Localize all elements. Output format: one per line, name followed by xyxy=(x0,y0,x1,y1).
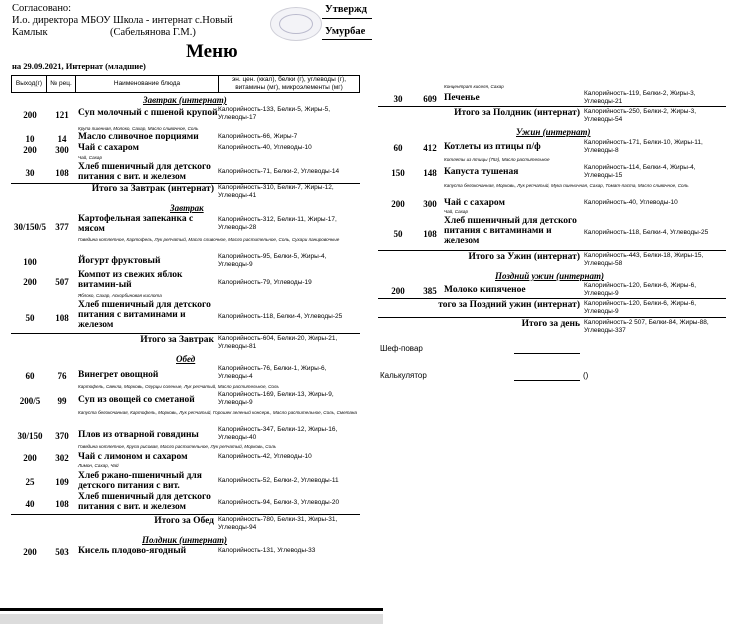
dish-name: Чай с лимоном и сахаром xyxy=(78,452,188,462)
dish-nutrition: Калорийность-347, Белки-12, Жиры-16, Углеводы-40 xyxy=(218,426,338,441)
dish-nutrition: Калорийность-94, Белки-3, Углеводы-20 xyxy=(218,499,340,506)
dish-recipe: 121 xyxy=(55,110,69,120)
dish-output: 60 xyxy=(25,371,35,381)
dish-output: 200 xyxy=(23,110,37,120)
calculator-signature-line xyxy=(514,380,580,381)
total-breakfast2-label: Итого за Завтрак xyxy=(140,335,214,345)
dish-nutrition: Калорийность-52, Белки-2, Углеводы-11 xyxy=(218,477,339,484)
dish-nutrition: Калорийность-118, Белки-4, Углеводы-25 xyxy=(584,229,709,236)
dish-output: 200 xyxy=(23,145,37,155)
dish-nutrition: Калорийность-40, Углеводы-10 xyxy=(584,199,678,206)
total-breakfast2-nutrition: Калорийность-604, Белки-20, Жиры-21, Углеводы-81 xyxy=(218,335,338,350)
total-dinner-nutrition: Калорийность-443, Белки-18, Жиры-15, Углеводы-58 xyxy=(584,252,704,267)
dish-name: Винегрет овощной xyxy=(78,370,159,380)
dish-output: 100 xyxy=(23,257,37,267)
dish-output: 200 xyxy=(391,199,405,209)
dish-output: 200 xyxy=(23,453,37,463)
dish-composition: Капуста белокочанная, Морковь, Лук репчатый, Мука пшеничная, Сахар, Томат-паста, Масло сливочное, Соль xyxy=(444,183,689,188)
dish-output: 40 xyxy=(25,499,35,509)
dish-name: Картофельная запеканка с мясом xyxy=(78,214,194,234)
dish-recipe: 108 xyxy=(55,499,69,509)
dish-nutrition: Калорийность-114, Белки-4, Жиры-4, Углеводы-15 xyxy=(584,164,696,179)
dish-output: 200/5 xyxy=(19,396,41,406)
dish-recipe: 108 xyxy=(55,313,69,323)
dish-nutrition: Калорийность-118, Белки-4, Углеводы-25 xyxy=(218,313,343,320)
dish-recipe: 108 xyxy=(423,229,437,239)
section-lunch: Обед xyxy=(176,354,196,364)
total-late-label: того за Поздний ужин (интернат) xyxy=(438,300,580,310)
dish-name: Хлеб пшеничный для детского питания с вит. и железом xyxy=(78,162,211,182)
dish-name: Хлеб пшеничный для детского питания с вит. и железом xyxy=(78,492,211,512)
dish-recipe: 609 xyxy=(423,94,437,104)
dish-recipe: 377 xyxy=(55,222,69,232)
dish-nutrition: Калорийность-40, Углеводы-10 xyxy=(218,144,312,151)
dish-recipe: 507 xyxy=(55,277,69,287)
dish-nutrition: Калорийность-76, Белки-1, Жиры-6, Углеводы-4 xyxy=(218,365,327,380)
dish-output: 25 xyxy=(25,477,35,487)
dish-output: 60 xyxy=(393,143,403,153)
dish-nutrition: Калорийность-42, Углеводы-10 xyxy=(218,453,312,460)
total-lunch-nutrition: Калорийность-780, Белки-31, Жиры-31, Углеводы-94 xyxy=(218,516,338,531)
director-name: (Сабельянова Г.М.) xyxy=(110,27,196,38)
dish-output: 10 xyxy=(25,134,35,144)
column-recipe: № рец. xyxy=(46,75,76,93)
dish-composition: Котлеты из птицы (75г), Масло растительное xyxy=(444,157,550,162)
dish-composition: Картофель, Свекла, Морковь, Огурцы соленые, Лук репчатый, Масло растительное, Соль xyxy=(78,384,279,389)
dish-output: 30/150 xyxy=(17,431,43,441)
dish-composition: Крупа пшенная, Молоко, Сахар, Масло сливочное, Соль xyxy=(78,126,199,131)
dish-recipe: 148 xyxy=(423,168,437,178)
menu-date: на 29.09.2021, Интернат (младшие) xyxy=(12,61,146,71)
dish-composition: Чай, Сахар xyxy=(78,155,103,160)
column-dish: Наименование блюда xyxy=(75,75,219,93)
dish-recipe: 412 xyxy=(423,143,437,153)
page-bottom-border xyxy=(0,608,383,611)
dish-name: Молоко кипяченое xyxy=(444,285,526,295)
dish-nutrition: Калорийность-79, Углеводы-19 xyxy=(218,279,312,286)
dish-output: 30 xyxy=(393,94,403,104)
dish-composition: Чай, Сахар xyxy=(444,209,469,214)
approver-name: Умурбае xyxy=(325,26,366,37)
section-breakfast: Завтрак (интернат) xyxy=(143,95,227,105)
page-title: Меню xyxy=(186,41,238,62)
director-position: И.о. директора МБОУ Школа - интернат с.Новый xyxy=(12,15,233,26)
dish-name: Капуста тушеная xyxy=(444,167,519,177)
dish-recipe: 109 xyxy=(55,477,69,487)
total-dinner-label: Итого за Ужин (интернат) xyxy=(468,252,580,262)
dish-name: Котлеты из птицы п/ф xyxy=(444,142,541,152)
dish-nutrition: Калорийность-133, Белки-5, Жиры-5, Углеводы-17 xyxy=(218,106,331,121)
column-output: Выход(г) xyxy=(11,75,47,93)
dish-name: Плов из отварной говядины xyxy=(78,430,199,440)
dish-nutrition: Калорийность-171, Белки-10, Жиры-11, Углеводы-8 xyxy=(584,139,703,154)
dish-recipe: 14 xyxy=(57,134,67,144)
dish-nutrition: Калорийность-131, Углеводы-33 xyxy=(218,547,316,554)
dish-name: Компот из свежих яблок витамин-ый xyxy=(78,270,183,290)
dish-output: 50 xyxy=(25,313,35,323)
dish-recipe: 108 xyxy=(55,168,69,178)
dish-name: Кисель плодово-ягодный xyxy=(78,546,187,556)
calculator-label: Калькулятор xyxy=(380,371,427,380)
chef-signature-line xyxy=(514,353,580,354)
dish-nutrition: Калорийность-119, Белки-2, Жиры-3, Углеводы-21 xyxy=(584,90,696,105)
dish-name: Суп из овощей со сметаной xyxy=(78,395,195,405)
dish-output: 30/150/5 xyxy=(13,222,46,232)
place-name: Камлык xyxy=(12,27,48,38)
page-bottom-shadow xyxy=(0,614,383,624)
stamp-image xyxy=(270,7,322,41)
section-late-dinner: Поздний ужин (интернат) xyxy=(495,271,604,281)
dish-composition: Лимон, Сахар, Чай xyxy=(78,463,119,468)
dish-name: Чай с сахаром xyxy=(78,143,139,153)
dish-nutrition: Калорийность-95, Белки-5, Жиры-4, Углеводы-9 xyxy=(218,253,327,268)
dish-name: Хлеб ржано-пшеничный для детского питания с вит. xyxy=(78,471,202,491)
total-snack-label: Итого за Полдник (интернат) xyxy=(454,108,580,118)
section-dinner: Ужин (интернат) xyxy=(516,127,591,137)
total-lunch-label: Итого за Обед xyxy=(154,516,214,526)
section-breakfast-2: Завтрак xyxy=(170,203,204,213)
dish-name: Печенье xyxy=(444,93,480,103)
dish-name: Хлеб пшеничный для детского питания с витаминами и железом xyxy=(78,300,211,330)
approved-label: Утвержд xyxy=(325,4,367,15)
dish-output: 200 xyxy=(391,286,405,296)
dish-output: 50 xyxy=(393,229,403,239)
chef-label: Шеф-повар xyxy=(380,344,423,353)
dish-nutrition: Калорийность-312, Белки-11, Жиры-17, Углеводы-28 xyxy=(218,216,337,231)
dish-name: Хлеб пшеничный для детского питания с витаминами и железом xyxy=(444,216,577,246)
section-snack: Полдник (интернат) xyxy=(142,535,228,545)
total-snack-nutrition: Калорийность-250, Белки-2, Жиры-3, Углеводы-54 xyxy=(584,108,697,123)
dish-name: Йогурт фруктовый xyxy=(78,256,161,266)
dish-recipe: 300 xyxy=(55,145,69,155)
dish-recipe: 385 xyxy=(423,286,437,296)
dish-name: Масло сливочное порциями xyxy=(78,132,199,142)
dish-composition: Яблоко, Сахар, Аскорбиновая кислота xyxy=(78,293,162,298)
dish-composition: Говядина котлетное, Крупа рисовая, Масло растительное, Лук репчатый, Морковь, Соль xyxy=(78,444,277,449)
dish-nutrition: Калорийность-120, Белки-6, Жиры-6, Углеводы-9 xyxy=(584,282,697,297)
total-breakfast-label: Итого за Завтрак (интернат) xyxy=(91,184,214,194)
total-day-nutrition: Калорийность-2 507, Белки-84, Жиры-88, Углеводы-337 xyxy=(584,319,709,334)
dish-composition: Капуста белокочанная, Картофель, Морковь, Лук репчатый, Горошек зеленый консерв., Масло растительное, Соль, Сметана xyxy=(78,410,357,415)
calculator-mark: () xyxy=(583,371,589,380)
column-nutrition: эн. цен. (ккал), белки (г), углеводы (г), витамины (мг), микроэлементы (мг) xyxy=(218,75,360,93)
agreed-label: Согласовано: xyxy=(12,3,72,14)
total-breakfast-nutrition: Калорийность-310, Белки-7, Жиры-12, Углеводы-41 xyxy=(218,184,334,199)
dish-output: 30 xyxy=(25,168,35,178)
dish-recipe: 300 xyxy=(423,199,437,209)
dish-name: Чай с сахаром xyxy=(444,198,505,208)
dish-recipe: 302 xyxy=(55,453,69,463)
dish-nutrition: Калорийность-66, Жиры-7 xyxy=(218,133,298,140)
dish-nutrition: Калорийность-71, Белки-2, Углеводы-14 xyxy=(218,168,340,175)
dish-output: 150 xyxy=(391,168,405,178)
dish-name: Суп молочный с пшеной крупой xyxy=(78,108,218,118)
dish-output: 200 xyxy=(23,547,37,557)
dish-recipe: 99 xyxy=(57,396,67,406)
dish-recipe: 76 xyxy=(57,371,67,381)
dish-output: 200 xyxy=(23,277,37,287)
total-late-nutrition: Калорийность-120, Белки-6, Жиры-6, Углеводы-9 xyxy=(584,300,697,315)
dish-recipe: 503 xyxy=(55,547,69,557)
total-day-label: Итого за день xyxy=(521,319,580,329)
dish-composition: Концентрат киселя, Сахар xyxy=(444,84,504,89)
dish-composition: Говядина котлетное, Картофель, Лук репчатый, Масло сливочное, Масло растительное, Соль, Сухари панировочные xyxy=(78,237,340,242)
dish-recipe: 370 xyxy=(55,431,69,441)
dish-nutrition: Калорийность-169, Белки-13, Жиры-9, Углеводы-9 xyxy=(218,391,334,406)
